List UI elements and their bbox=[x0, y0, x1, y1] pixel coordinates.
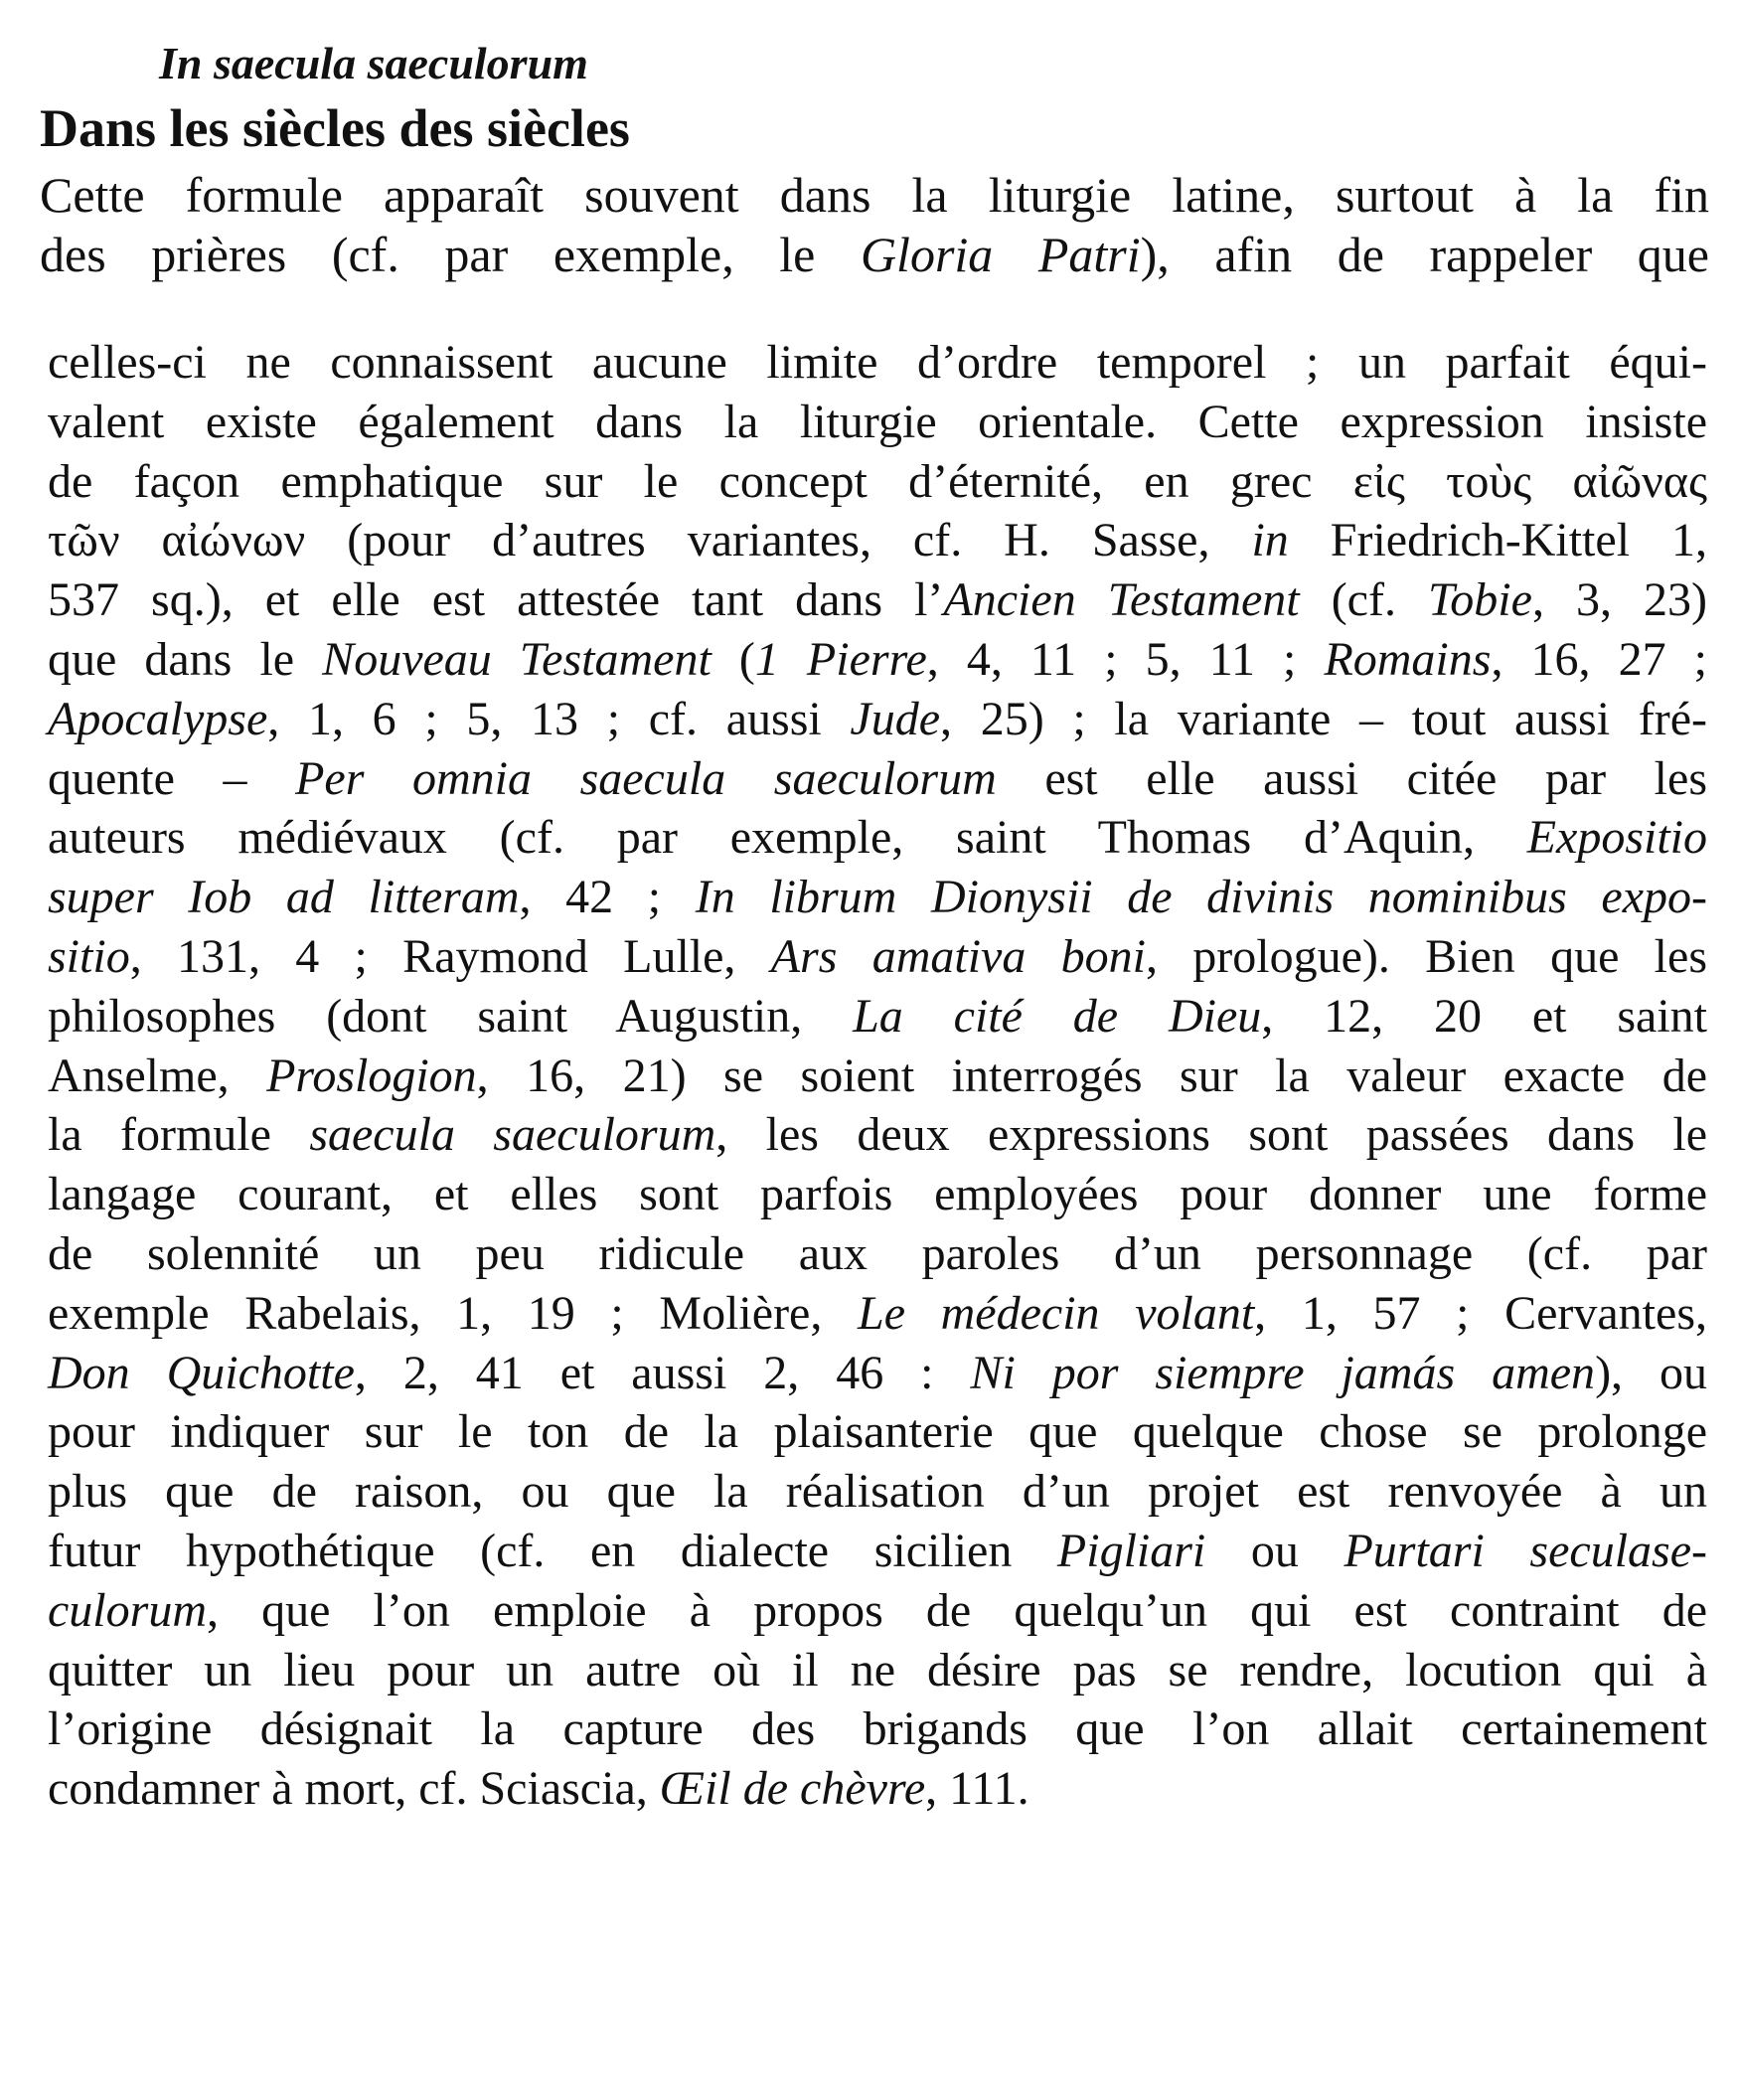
italic-citation: Per omnia saecula saeculorum bbox=[295, 751, 997, 805]
lead-paragraph bbox=[40, 165, 1709, 284]
text-run: que dans le bbox=[48, 632, 323, 686]
italic-citation: Gloria Patri bbox=[860, 227, 1141, 282]
text-line bbox=[40, 165, 1709, 225]
italic-citation: Apocalypse bbox=[48, 692, 268, 745]
text-line bbox=[48, 927, 1707, 987]
text-run: τῶν αἰώνων (pour d’autres variantes, cf. H. Sasse, bbox=[48, 514, 1252, 567]
text-run: est elle aussi citée par les bbox=[996, 751, 1708, 805]
text-run: ( bbox=[711, 632, 755, 686]
italic-citation: Purtari seculase- bbox=[1344, 1524, 1707, 1577]
text-run: , 131, 4 ; Raymond Lulle, bbox=[129, 929, 771, 983]
text-run: Cette formule apparaît souvent dans la liturgie latine, surtout à la fin bbox=[40, 167, 1709, 223]
italic-citation: saecula saeculorum bbox=[309, 1108, 716, 1162]
text-line bbox=[48, 987, 1707, 1047]
text-run: plus que de raison, ou que la réalisation d’un projet est renvoyée à un bbox=[48, 1465, 1707, 1519]
italic-citation: Tobie bbox=[1428, 573, 1532, 627]
italic-citation: sitio bbox=[48, 929, 130, 983]
italic-citation: Ancien Testament bbox=[943, 573, 1300, 627]
italic-citation: Nouveau Testament bbox=[322, 632, 711, 686]
text-run: , que l’on emploie à propos de quelqu’un qui est contraint de bbox=[206, 1583, 1707, 1637]
text-line bbox=[48, 570, 1707, 630]
text-run: , 16, 21) se soient interrogés sur la valeur exacte de bbox=[476, 1049, 1707, 1102]
italic-citation: Proslogion bbox=[266, 1049, 477, 1102]
text-run: , 3, 23) bbox=[1531, 573, 1708, 627]
text-line bbox=[48, 333, 1707, 393]
text-run: quente – bbox=[48, 751, 296, 805]
text-line bbox=[48, 1759, 1707, 1819]
entry-title-french: Dans les siècles des siècles bbox=[40, 98, 630, 158]
text-line bbox=[48, 690, 1707, 749]
text-line bbox=[48, 868, 1707, 927]
text-run: des prières (cf. par exemple, le bbox=[40, 227, 861, 282]
text-line bbox=[48, 1462, 1707, 1522]
text-line bbox=[48, 1699, 1707, 1759]
text-line bbox=[48, 1105, 1707, 1165]
italic-citation: Pigliari bbox=[1056, 1524, 1206, 1577]
text-run: , 111. bbox=[925, 1762, 1029, 1816]
body-paragraph bbox=[48, 333, 1707, 1819]
text-line bbox=[48, 1344, 1707, 1403]
italic-citation: Le médecin volant bbox=[858, 1286, 1255, 1340]
text-run: quitter un lieu pour un autre où il ne désire pas se rendre, locution qui à bbox=[48, 1643, 1707, 1696]
italic-citation: La cité de Dieu bbox=[853, 989, 1262, 1043]
text-run: , 16, 27 ; bbox=[1491, 632, 1708, 686]
text-run: , les deux expressions sont passées dans le bbox=[715, 1108, 1708, 1162]
italic-citation: 1 Pierre bbox=[754, 632, 927, 686]
italic-citation: culorum bbox=[48, 1583, 207, 1637]
italic-citation: Ni por siempre jamás amen bbox=[970, 1346, 1596, 1399]
text-run: , 1, 6 ; 5, 13 ; cf. aussi bbox=[267, 692, 851, 745]
italic-citation: Jude bbox=[850, 692, 941, 745]
text-run: de façon emphatique sur le concept d’éternité, en grec εἰς τοὺς αἰῶνας bbox=[48, 454, 1707, 508]
text-run: 537 sq.), et elle est attestée tant dans l’ bbox=[48, 573, 944, 627]
text-line bbox=[48, 393, 1707, 452]
text-run: , 42 ; bbox=[519, 871, 696, 924]
text-line bbox=[48, 630, 1707, 690]
text-run: , 1, 57 ; Cervantes, bbox=[1254, 1286, 1707, 1340]
text-run: Friedrich-Kittel 1, bbox=[1288, 514, 1708, 567]
text-line bbox=[48, 749, 1707, 809]
text-line bbox=[48, 1284, 1707, 1344]
text-line bbox=[48, 808, 1707, 868]
text-run: , 25) ; la variante – tout aussi fré- bbox=[940, 692, 1707, 745]
italic-citation: Œil de chèvre bbox=[659, 1762, 926, 1816]
text-line bbox=[48, 1402, 1707, 1462]
text-run: langage courant, et elles sont parfois employées pour donner une forme bbox=[48, 1168, 1707, 1221]
text-run: auteurs médiévaux (cf. par exemple, saint Thomas d’Aquin, bbox=[48, 811, 1527, 865]
italic-citation: Don Quichotte bbox=[48, 1346, 355, 1399]
text-line bbox=[48, 1581, 1707, 1641]
text-run: (cf. bbox=[1299, 573, 1429, 627]
text-run: ), afin de rappeler que bbox=[1140, 227, 1710, 282]
text-run: valent existe également dans la liturgie orientale. Cette expression insiste bbox=[48, 395, 1707, 448]
text-run: ou bbox=[1205, 1524, 1344, 1577]
text-line bbox=[48, 1522, 1707, 1581]
text-run: , prologue). Bien que les bbox=[1145, 929, 1707, 983]
text-run: ), ou bbox=[1595, 1346, 1707, 1399]
text-run: , 4, 11 ; 5, 11 ; bbox=[926, 632, 1325, 686]
text-line bbox=[48, 1641, 1707, 1700]
text-run: , 2, 41 et aussi 2, 46 : bbox=[354, 1346, 971, 1399]
italic-citation: Ars amativa boni bbox=[770, 929, 1146, 983]
text-run: la formule bbox=[48, 1108, 310, 1162]
text-run: condamner à mort, cf. Sciascia, bbox=[48, 1762, 660, 1816]
text-run: pour indiquer sur le ton de la plaisanterie que quelque chose se prolonge bbox=[48, 1405, 1707, 1459]
text-line bbox=[48, 1224, 1707, 1284]
text-run: de solennité un peu ridicule aux paroles d’un personnage (cf. par bbox=[48, 1226, 1707, 1280]
text-run: Anselme, bbox=[48, 1049, 267, 1102]
text-run: futur hypothétique (cf. en dialecte sicilien bbox=[48, 1524, 1057, 1577]
text-run: exemple Rabelais, 1, 19 ; Molière, bbox=[48, 1286, 858, 1340]
text-line bbox=[48, 452, 1707, 512]
text-line bbox=[40, 225, 1709, 284]
text-line bbox=[48, 1165, 1707, 1224]
entry-title-latin: In saecula saeculorum bbox=[159, 38, 588, 88]
italic-citation: in bbox=[1251, 514, 1289, 567]
italic-citation: super Iob ad litteram bbox=[48, 871, 520, 924]
text-line bbox=[48, 1047, 1707, 1106]
text-run: philosophes (dont saint Augustin, bbox=[48, 989, 854, 1043]
italic-citation: Expositio bbox=[1526, 811, 1707, 865]
text-line bbox=[48, 511, 1707, 570]
text-run: l’origine désignait la capture des brigands que l’on allait certainement bbox=[48, 1702, 1707, 1756]
text-run: , 12, 20 et saint bbox=[1261, 989, 1707, 1043]
italic-citation: Romains bbox=[1324, 632, 1492, 686]
italic-citation: In librum Dionysii de divinis nominibus expo- bbox=[695, 871, 1708, 924]
text-run: celles-ci ne connaissent aucune limite d’ordre temporel ; un parfait équi- bbox=[48, 336, 1707, 389]
